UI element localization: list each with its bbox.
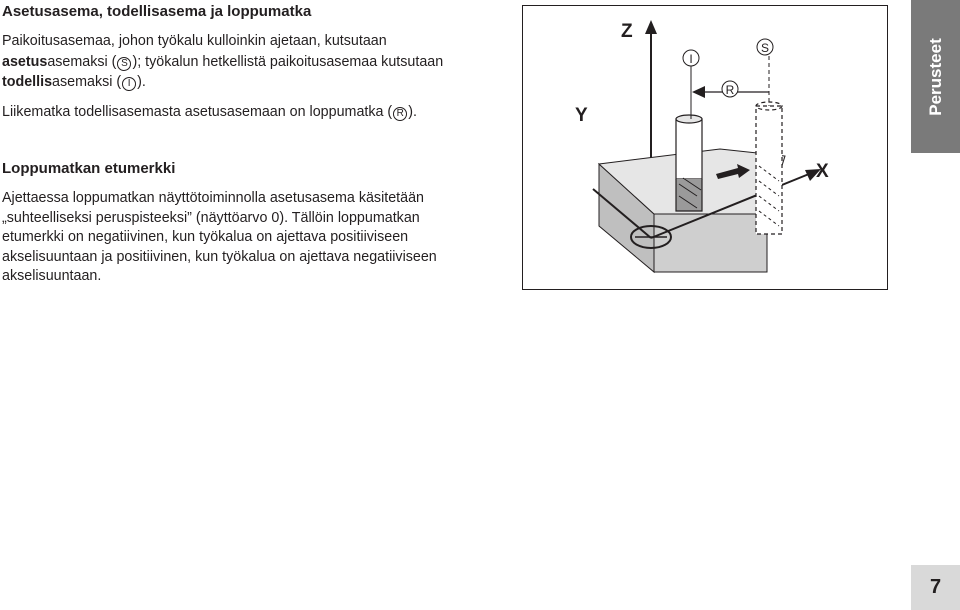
p2-text-a: Liikematka todellisasemasta asetusasemaan on loppumatka ( (2, 104, 393, 120)
p3-line: „suhteelliseksi peruspisteeksi” (näyttöarvo 0). Tällöin loppumatkan (2, 209, 420, 226)
p1-line1: Paikoitusasemaa, johon työkalu kulloinkin ajetaan, kutsutaan (2, 33, 387, 49)
p1-line2-a: asemaksi ( (47, 53, 117, 70)
distance-arrow-head (692, 86, 705, 98)
diagram-svg (523, 6, 889, 291)
section2-title: Loppumatkan etumerkki (2, 160, 176, 177)
paragraph-sign (2, 189, 437, 287)
p1-line2-b: ); työkalun hetkellistä paikoitusasemaa kutsutaan (132, 53, 444, 70)
symbol-s-icon: S (117, 57, 131, 71)
page-number: 7 (911, 565, 960, 610)
chapter-tab (911, 0, 960, 153)
tool-top-actual (676, 115, 702, 123)
z-axis-label: Z (621, 21, 633, 42)
p1-line3-b: ). (137, 74, 146, 90)
p3-line: akselisuuntaan ja positiivinen, kun työkalua on ajettava negatiiviseen (2, 248, 437, 265)
p3-line: etumerkki on negatiivinen, kun työkalua on ajettava positiiviseen (2, 229, 409, 246)
chapter-tab-label: Perusteet (925, 37, 945, 116)
z-axis-arrowhead (645, 20, 657, 34)
x-axis-label: X (816, 161, 829, 182)
tool-flutes-actual (676, 179, 702, 211)
p2-text-b: ). (408, 104, 417, 120)
workpiece-front-face (654, 214, 767, 272)
p3-line: Ajettaessa loppumatkan näyttötoiminnolla asetusasema käsitetään (2, 190, 425, 206)
tool-target-outline (756, 106, 782, 234)
p3-line: akselisuuntaan. (2, 268, 102, 285)
p1-line3-a: asemaksi ( (52, 74, 122, 90)
section-title: Asetusasema, todellisasema ja loppumatka (2, 3, 312, 20)
symbol-r-icon: R (393, 107, 407, 121)
label-i-text: I (689, 52, 693, 66)
label-r-text: R (725, 83, 735, 97)
p1-bold-asetus: asetus (2, 53, 48, 70)
y-axis-label: Y (575, 105, 588, 126)
tool-shank-actual (676, 119, 702, 179)
symbol-i-icon: I (122, 77, 136, 91)
p1-bold-todellis: todellis (2, 74, 53, 90)
paragraph-distance (2, 102, 417, 123)
paragraph-positions (2, 31, 443, 93)
label-s-text: S (760, 41, 770, 55)
machining-diagram (522, 5, 888, 290)
